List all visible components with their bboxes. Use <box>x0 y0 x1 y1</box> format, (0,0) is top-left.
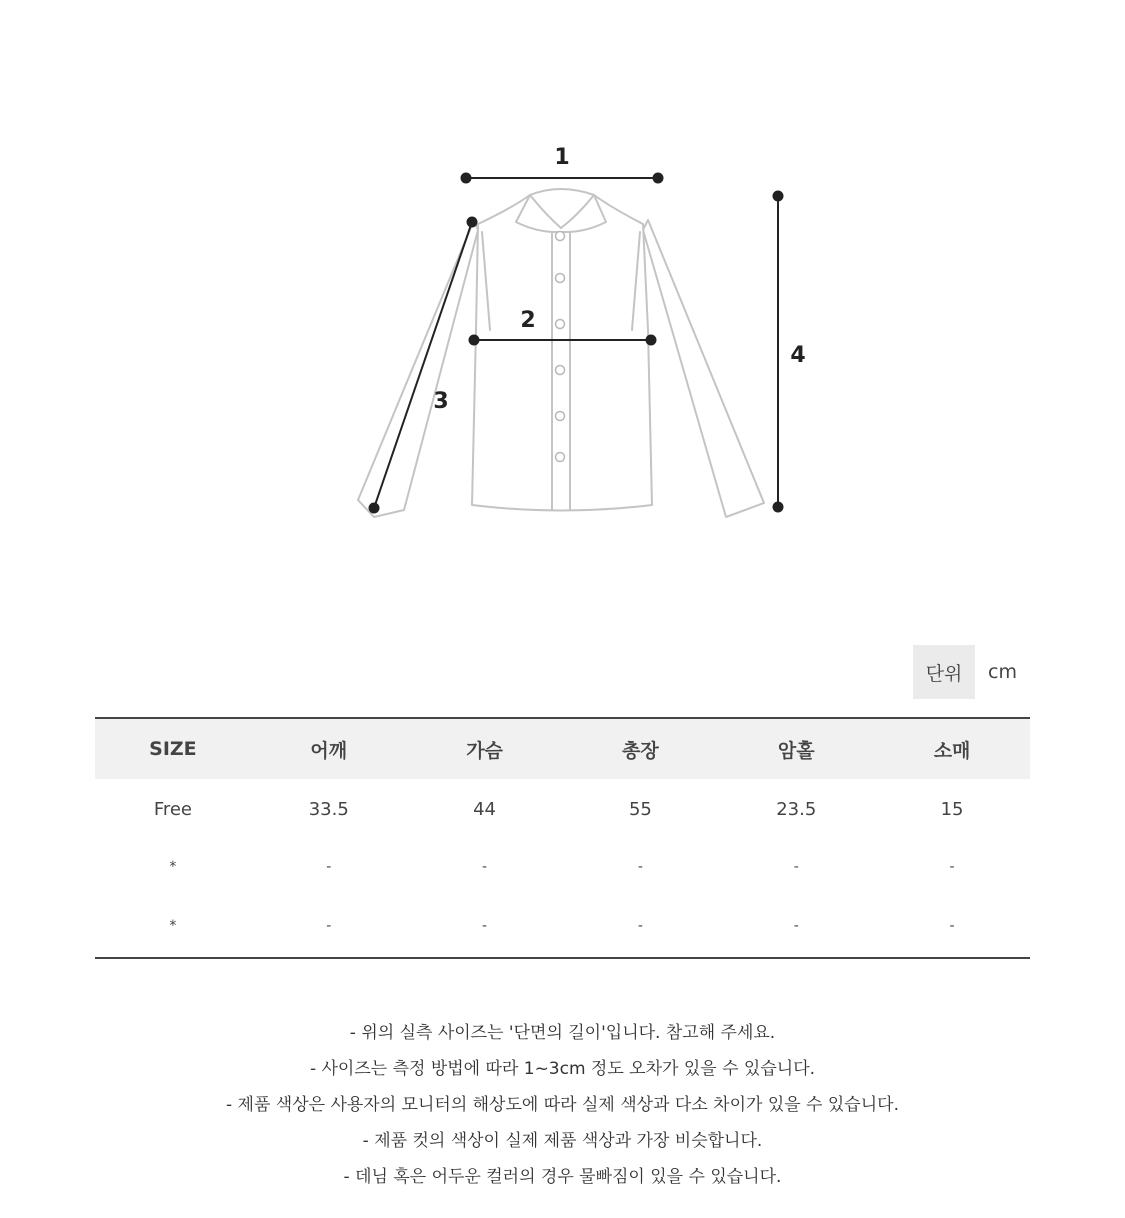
measure-label-4: 4 <box>790 343 806 368</box>
note-line: - 제품 색상은 사용자의 모니터의 해상도에 따라 실제 색상과 다소 차이가 있을 수 있습니다. <box>226 1095 899 1115</box>
cell-length: 55 <box>628 798 652 820</box>
header-armhole: 암홀 <box>718 718 874 779</box>
cell-armhole: 23.5 <box>776 798 817 820</box>
table-header-row <box>95 718 1030 779</box>
cell-length: - <box>637 859 643 875</box>
note-line: - 제품 컷의 색상이 실제 제품 색상과 가장 비슷합니다. <box>362 1131 763 1151</box>
cell-size: Free <box>153 798 193 820</box>
note-line: - 사이즈는 측정 방법에 따라 1~3cm 정도 오차가 있을 수 있습니다. <box>309 1059 816 1079</box>
size-table <box>95 717 1030 959</box>
shoulder-measure-line <box>462 174 663 183</box>
cell-sleeve: 15 <box>940 798 964 820</box>
unit-label: 단위 <box>913 645 975 699</box>
unit-value: cm <box>988 661 1017 683</box>
cell-size: * <box>169 859 177 875</box>
cell-shoulder: - <box>326 859 332 875</box>
cell-shoulder: 33.5 <box>308 798 349 820</box>
cell-shoulder: - <box>251 895 407 958</box>
cell-chest: - <box>482 859 488 875</box>
header-size: SIZE <box>95 718 251 779</box>
measure-label-3: 3 <box>433 389 449 414</box>
cell-chest: - <box>407 895 563 958</box>
cell-sleeve: - <box>874 895 1030 958</box>
cell-chest: 44 <box>473 798 497 820</box>
shirt-measurement-diagram <box>340 135 820 535</box>
cell-size: * <box>95 895 251 958</box>
cell-length: - <box>562 895 718 958</box>
table-row <box>95 895 1030 958</box>
header-sleeve: 소매 <box>874 718 1030 779</box>
table-row <box>95 839 1030 895</box>
length-measure-line <box>774 192 783 512</box>
header-chest: 가슴 <box>407 718 563 779</box>
cell-armhole: - <box>793 859 799 875</box>
size-notes <box>0 1020 1125 1200</box>
header-length: 총장 <box>562 718 718 779</box>
cell-sleeve: - <box>949 859 955 875</box>
cell-armhole: - <box>718 895 874 958</box>
note-line: - 데님 혹은 어두운 컬러의 경우 물빠짐이 있을 수 있습니다. <box>343 1167 782 1187</box>
measure-label-2: 2 <box>520 308 536 333</box>
unit-indicator <box>913 645 1017 699</box>
measure-label-1: 1 <box>554 145 570 170</box>
table-row <box>95 779 1030 839</box>
note-line: - 위의 실측 사이즈는 '단면의 길이'입니다. 참고해 주세요. <box>349 1023 776 1043</box>
header-shoulder: 어깨 <box>251 718 407 779</box>
